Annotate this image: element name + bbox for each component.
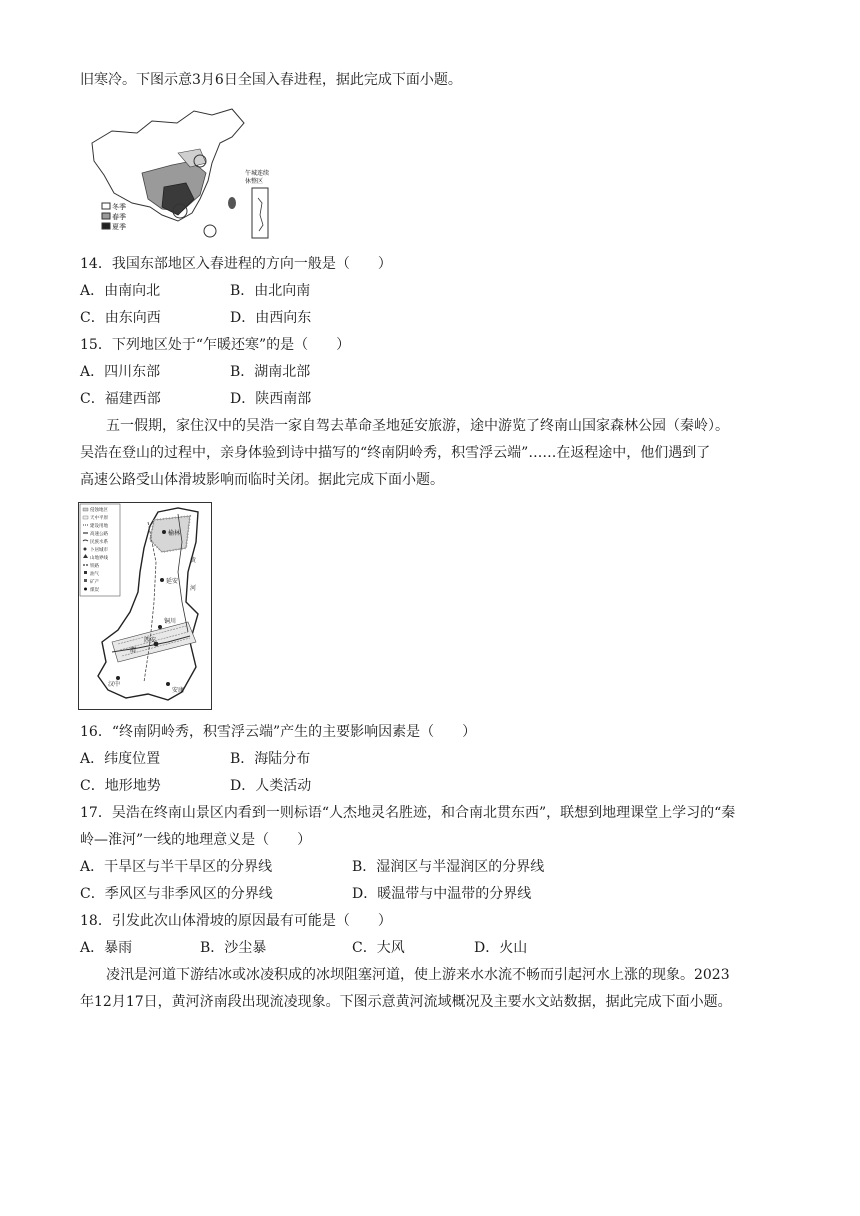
inset-label: 午城连续 [245,170,270,177]
shaanxi-map [78,502,212,710]
q17-option-c[interactable]: C．季风区与非季风区的分界线 [80,886,273,902]
intro-line: 旧寒冷。下图示意3月6日全国入春进程，据此完成下面小题。 [80,72,462,88]
map2-legend-7: 铁路 [90,564,99,569]
q15-option-a[interactable]: A．四川东部 [80,364,161,380]
q14-option-d[interactable]: D．由西向东 [230,310,312,326]
map2-legend-10: 煤炭 [90,588,99,593]
map2-label-wei: 渭 [130,647,137,654]
q16-option-a[interactable]: A．纬度位置 [80,751,161,767]
q17-option-b[interactable]: B．湿润区与半湿润区的分界线 [352,859,545,875]
q14-option-c[interactable]: C．由东向西 [80,310,161,326]
legend-summer-swatch [102,223,110,229]
q17-stem-line1: 17．吴浩在终南山景区内看到一则标语“人杰地灵名胜迹，和合南北贯东西”，联想到地理课堂上学习的“秦 [80,805,736,821]
map2-label-yanan: 延安 [166,578,179,585]
map2-legend-9: 矿产 [90,580,99,585]
passage2-line1: 五一假期，家住汉中的吴浩一家自驾去革命圣地延安旅游，途中游览了终南山国家森林公园（秦岭）。 [106,418,729,434]
map2-label-hanzhong: 汉中 [108,681,121,688]
passage3-line2: 年12月17日，黄河济南段出现流凌现象。下图示意黄河流域概况及主要水文站数据，据此完成下面小题。 [80,994,732,1010]
q18-option-c[interactable]: C．大风 [352,940,405,956]
map2-legend-0: 侵蚀地区 [90,508,108,513]
map2-legend-4: 民族水系 [90,540,108,545]
map2-legend-3: 高速公路 [90,532,108,537]
q14-option-a[interactable]: A．由南向北 [80,283,161,299]
passage3-line1: 凌汛是河道下游结冰或冰凌积成的冰坝阻塞河道，使上游来水水流不畅而引起河水上涨的现象。2023 [106,967,730,983]
q18-option-b[interactable]: B．沙尘暴 [200,940,267,956]
passage2-line2: 吴浩在登山的过程中，亲身体验到诗中描写的“终南阴岭秀，积雪浮云端”……在返程途中，他们遇到了 [80,445,711,461]
q15-option-b[interactable]: B．湖南北部 [230,364,311,380]
map2-label-xian: 西安 [144,637,157,644]
map2-legend-6: 山地界线 [90,556,108,561]
q14-stem: 14．我国东部地区入春进程的方向一般是（ ） [80,256,392,272]
q16-option-d[interactable]: D．人类活动 [230,778,312,794]
map2-legend-2: 建设用地 [90,524,108,529]
map2-legend-5: 卜居城市 [90,548,108,553]
q17-stem-line2: 岭—淮河”一线的地理意义是（ ） [80,832,312,848]
q16-option-b[interactable]: B．海陆分布 [230,751,311,767]
map2-label-yulin: 榆林 [168,530,181,537]
passage2-line3: 高速公路受山体滑坡影响而临时关闭。据此完成下面小题。 [80,472,444,488]
map2-legend-8: 油气 [90,572,99,577]
map2-label-tongchuan: 铜川 [164,618,177,625]
q15-stem: 15．下列地区处于“乍暖还寒”的是（ ） [80,337,351,353]
map2-legend-1: 天中平原 [90,516,108,521]
q15-option-d[interactable]: D．陕西南部 [230,391,312,407]
q15-option-c[interactable]: C．福建西部 [80,391,161,407]
q18-option-d[interactable]: D．火山 [474,940,528,956]
legend-summer-label: 夏季 [112,223,126,231]
q18-option-a[interactable]: A．暴雨 [80,940,133,956]
q17-option-d[interactable]: D．暖温带与中温带的分界线 [352,886,532,902]
map2-label-ankang: 安康 [172,687,185,694]
q16-option-c[interactable]: C．地形地势 [80,778,161,794]
q17-option-a[interactable]: A．干旱区与半干旱区的分界线 [80,859,273,875]
map2-label-huang: 黄 [190,557,197,564]
legend-winter-label: 冬季 [112,203,126,211]
map2-label-he: 河 [190,585,197,592]
legend-spring-swatch [102,213,110,219]
q16-stem: 16．“终南阴岭秀，积雪浮云端”产生的主要影响因素是（ ） [80,724,477,740]
legend-spring-label: 春季 [112,213,126,221]
legend-winter-swatch [102,203,110,209]
inset-label-2: 休整区 [245,178,264,185]
spring-progress-map [82,103,272,243]
q14-option-b[interactable]: B．由北向南 [230,283,311,299]
q18-stem: 18．引发此次山体滑坡的原因最有可能是（ ） [80,913,392,929]
